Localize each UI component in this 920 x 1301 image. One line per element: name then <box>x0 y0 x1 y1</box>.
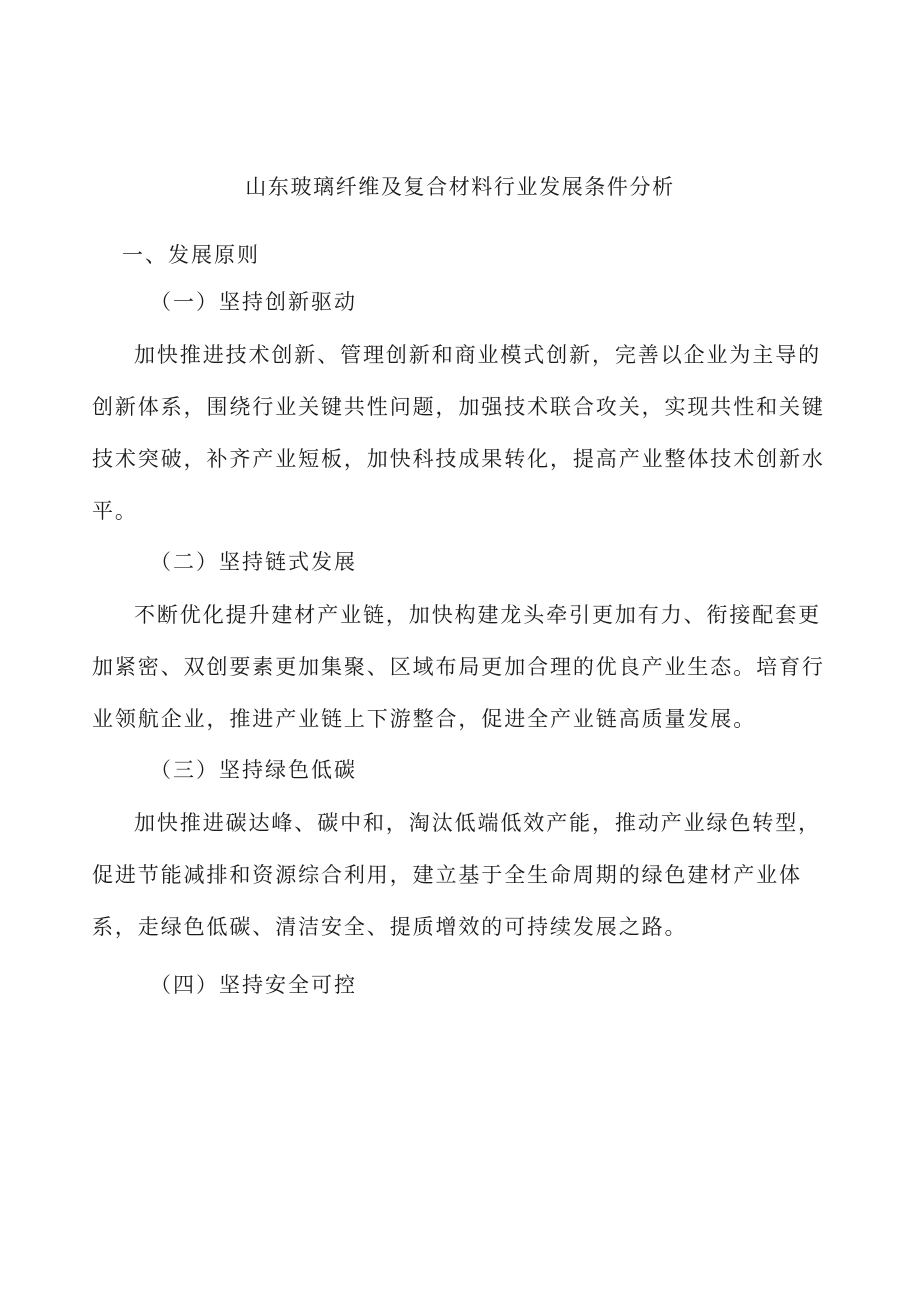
paragraph-line: 创新体系，围绕行业关键共性问题，加强技术联合攻关，实现共性和关键 <box>92 395 825 419</box>
paragraph-3 <box>92 797 852 953</box>
paragraph-line: 系，走绿色低碳、清洁安全、提质增效的可持续发展之路。 <box>92 915 688 939</box>
paragraph-line: 技术突破，补齐产业短板，加快科技成果转化，提高产业整体技术创新水 <box>92 447 825 471</box>
paragraph-1 <box>92 329 852 537</box>
document-title: 山东玻璃纤维及复合材料行业发展条件分析 <box>245 175 675 199</box>
paragraph-line: 加快推进碳达峰、碳中和，淘汰低端低效产能，推动产业绿色转型， <box>134 811 821 835</box>
subsection-heading-4: （四）坚持安全可控 <box>150 973 357 997</box>
paragraph-line: 不断优化提升建材产业链，加快构建龙头牵引更加有力、衔接配套更 <box>134 603 821 627</box>
paragraph-2 <box>92 589 852 745</box>
paragraph-line: 促进节能减排和资源综合利用，建立基于全生命周期的绿色建材产业体 <box>92 863 802 887</box>
paragraph-line: 加紧密、双创要素更加集聚、区域布局更加合理的优良产业生态。培育行 <box>92 655 825 679</box>
paragraph-line: 加快推进技术创新、管理创新和商业模式创新，完善以企业为主导的 <box>134 343 821 367</box>
paragraph-line: 平。 <box>92 499 138 523</box>
subsection-heading-3: （三）坚持绿色低碳 <box>150 758 357 782</box>
subsection-heading-1: （一）坚持创新驱动 <box>150 290 357 314</box>
section-heading: 一、发展原则 <box>122 243 260 267</box>
paragraph-line: 业领航企业，推进产业链上下游整合，促进全产业链高质量发展。 <box>92 707 757 731</box>
subsection-heading-2: （二）坚持链式发展 <box>150 550 357 574</box>
